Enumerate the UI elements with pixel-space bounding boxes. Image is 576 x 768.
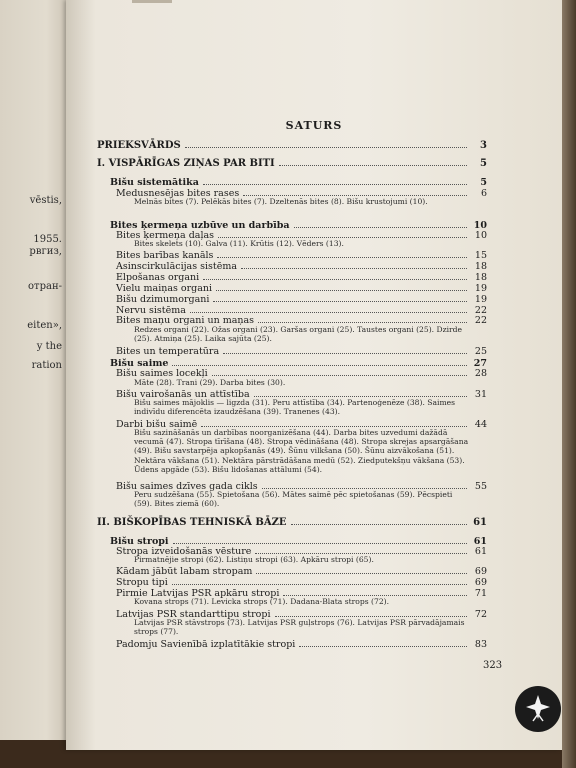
toc-entry <box>97 155 487 169</box>
toc-entry-page: 44 <box>474 419 487 430</box>
toc-entry-title: Nervu sistēma <box>116 305 186 316</box>
toc-entry-title: Kādam jābūt labam stropam <box>116 566 253 577</box>
toc-entry-page: 22 <box>474 305 487 316</box>
toc-entry-page: 83 <box>474 639 487 650</box>
left-page-fragment: ration <box>31 360 62 371</box>
left-page-fragment: рвгиз, <box>29 246 62 257</box>
left-page-fragment: 1955. <box>33 234 62 245</box>
toc-subtopics: Bites skelets (10). Galva (11). Krūtis (12). Vēders (13). <box>134 239 344 248</box>
left-page-fragment: eiten», <box>27 320 62 331</box>
toc-subtopics: Latvijas PSR stāvstrops (73). Latvijas PSR guļstrops (76). Latvijas PSR pārvadājamais strops (77). <box>134 618 465 637</box>
toc-entry-title: Bites ķermeņa uzbūve un darbība <box>110 220 290 231</box>
toc-entry-title: Pirmie Latvijas PSR apkāru stropi <box>116 588 280 599</box>
toc-subtopics: Peru sudzēšana (55). Spietošana (56). Mātes saimē pēc spietošanas (59). Pēcspieti (59). Bites ziemā (60). <box>134 490 453 509</box>
toc-entry-page: 61 <box>473 517 487 528</box>
toc-entry-page: 18 <box>474 261 487 272</box>
toc-entry-page: 5 <box>480 177 487 188</box>
toc-entry-page: 6 <box>480 188 487 199</box>
toc-entry-title: Bites un temperatūra <box>116 346 220 357</box>
toc-entry-title: Stropa izveidošanās vēsture <box>116 546 252 557</box>
toc-entry-title: Bites ķermeņa daļas <box>116 230 215 241</box>
toc-entry-title: Vielu maiņas organi <box>116 283 213 294</box>
dot-leader <box>218 237 467 238</box>
toc-subtopics: Bišu sazināšanās un darbības noorganizēšana (44). Darba bites uzvedumi dažādā vecumā (47). Stropa tīrīšana (48). Stropa vēdināšana (48). Stropa skrejas apsargāšana (49). Bišu savstarpēja apkopšanās (49). Šūnu vilkšana (50). Šūnu aizvākošana (51). Nektāra vākšana (51). Nektāra pārstrādāšana medū (52). Ziedputekšņu vākšana (53). Ūdens apgāde (53). Bišu lidošanas attālumi (54). <box>134 428 469 474</box>
book-edge <box>562 0 576 768</box>
toc-entry-page: 69 <box>474 566 487 577</box>
toc-entry-page: 25 <box>474 346 487 357</box>
toc-entry <box>116 636 487 650</box>
toc-entry-page: 61 <box>474 546 487 557</box>
toc-entry-page: 22 <box>474 315 487 326</box>
dot-leader <box>185 147 467 148</box>
toc-entry-title: Bišu sistemātika <box>110 177 199 188</box>
toc-entry-page: 55 <box>474 481 487 492</box>
left-page-fragment: vēstis, <box>29 195 62 206</box>
toc-entry-page: 18 <box>474 272 487 283</box>
toc-entry-page: 61 <box>473 536 487 547</box>
dot-leader <box>299 646 467 647</box>
dot-leader <box>255 553 467 554</box>
toc-entry-page: 19 <box>474 283 487 294</box>
toc-entry-page: 28 <box>474 368 487 379</box>
toc-entry <box>116 365 487 379</box>
toc-entry-title: Bites barības kanāls <box>116 250 214 261</box>
toc-entry-page: 71 <box>474 588 487 599</box>
toc-subtopics: Bišu saimes mājoklis — ligzda (31). Peru attīstība (34). Partenoģenēze (38). Saimes indivīdu diferencēta izaudzēšana (39). Tranenes (43). <box>134 398 456 417</box>
toc-subtopics: Kovana strops (71). Levicka strops (71). Dadana-Blata strops (72). <box>134 597 390 606</box>
toc-entry-page: 5 <box>480 158 487 169</box>
toc-entry-title: II. BIŠKOPĪBAS TEHNISKĀ BĀZE <box>97 517 287 528</box>
toc-entry <box>97 514 487 528</box>
dot-leader <box>283 595 467 596</box>
page-edge <box>132 0 172 3</box>
toc-subtopics: Māte (28). Trani (29). Darba bites (30). <box>134 378 286 387</box>
dot-leader <box>212 375 467 376</box>
left-page <box>0 0 66 740</box>
dot-leader <box>201 426 467 427</box>
left-page-fragment: y the <box>36 341 62 352</box>
dot-leader <box>223 353 467 354</box>
toc-subtopics: Melnās bites (7). Pelēkās bites (7). Dzeltenās bites (8). Bišu krustojumi (10). <box>134 197 428 206</box>
toc-entry-title: Darbi bišu saimē <box>116 419 198 430</box>
toc-entry-title: Bites maņu organi un maņas <box>116 315 255 326</box>
toc-entry-title: Medusnesējas bites rases <box>116 188 240 199</box>
toc-entry-title: PRIEKSVĀRDS <box>97 140 181 151</box>
toc-entry-title: Padomju Savienībā izplatītākie stropi <box>116 639 296 650</box>
toc-entry-title: Stropu tipi <box>116 577 168 588</box>
dot-leader <box>291 524 467 525</box>
toc-entry-title: Bišu dzimumorgani <box>116 294 210 305</box>
toc-entry-page: 10 <box>474 230 487 241</box>
toc-entry-title: Bišu stropi <box>110 536 169 547</box>
toc-entry <box>97 137 487 151</box>
toc-entry-page: 27 <box>473 358 487 369</box>
toc-entry-title: Bišu saimes locekļi <box>116 368 208 379</box>
book-page <box>66 0 562 750</box>
dot-leader <box>258 322 467 323</box>
dot-leader <box>243 195 467 196</box>
dot-leader <box>254 396 467 397</box>
toc-entry-title: Bišu vairošanās un attīstība <box>116 389 250 400</box>
toc-entry-page: 3 <box>480 140 487 151</box>
toc-entry-page: 69 <box>474 577 487 588</box>
toc-entry-page: 19 <box>474 294 487 305</box>
star-logo-icon <box>515 686 561 732</box>
toc-entry-title: Bišu saimes dzīves gada cikls <box>116 481 258 492</box>
toc-entry-title: Bišu saime <box>110 358 169 369</box>
toc-entry-title: Latvijas PSR standarttipu stropi <box>116 609 271 620</box>
toc-entry-page: 15 <box>474 250 487 261</box>
contents-title: SATURS <box>285 119 343 132</box>
dot-leader <box>279 165 467 166</box>
toc-entry-title: Asinscirkulācijas sistēma <box>116 261 238 272</box>
toc-entry-page: 31 <box>474 389 487 400</box>
dot-leader <box>275 616 467 617</box>
toc-entry-page: 72 <box>474 609 487 620</box>
toc-entry-title: Elpošanas organi <box>116 272 200 283</box>
toc-entry-page: 10 <box>473 220 487 231</box>
dot-leader <box>262 488 467 489</box>
page-number: 323 <box>483 660 503 671</box>
left-page-fragment: отран- <box>28 281 62 292</box>
toc-subtopics: Pirmatnējie stropi (62). Listiņu stropi (63). Apkāru stropi (65). <box>134 555 374 564</box>
toc-entry-title: I. VISPĀRĪGAS ZIŅAS PAR BITI <box>97 158 275 169</box>
toc-subtopics: Redzes organi (22). Ožas organi (23). Garšas organi (25). Taustes organi (25). Dzirde (25). Atmiņa (25). Laika sajūta (25). <box>134 325 463 344</box>
toc-entry <box>116 312 487 326</box>
